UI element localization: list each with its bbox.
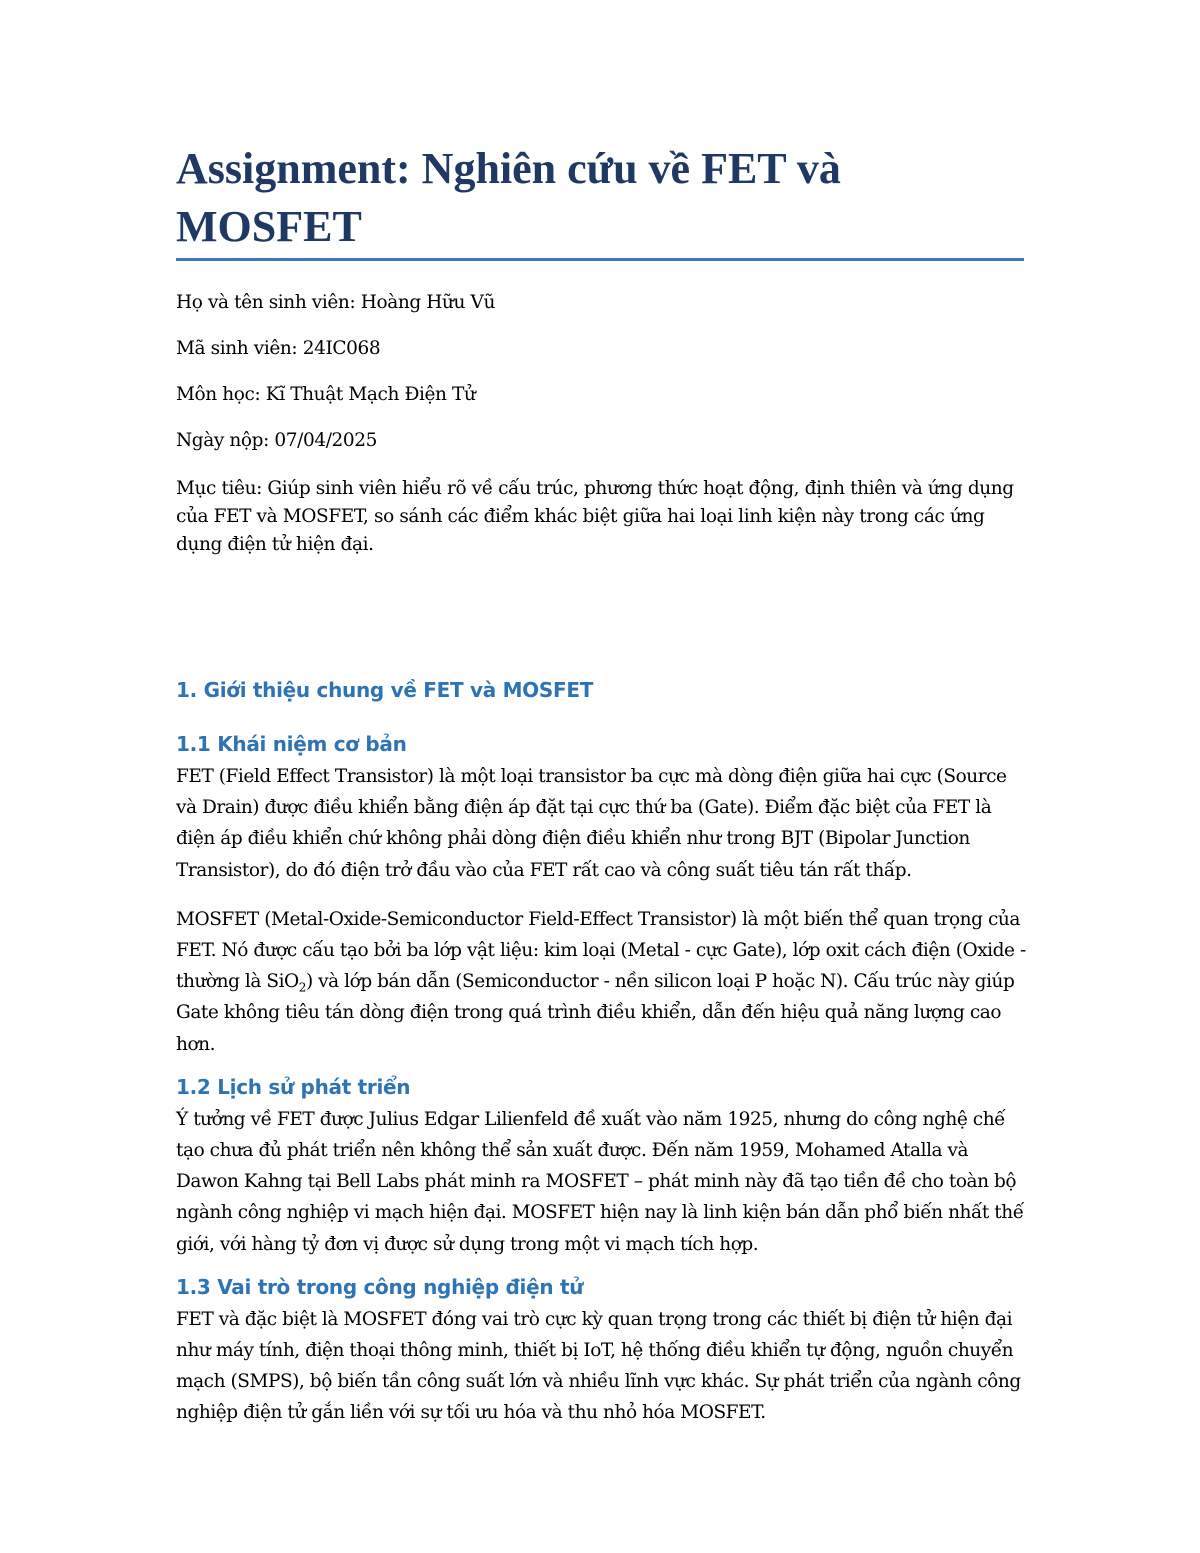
- student-name: Họ và tên sinh viên: Hoàng Hữu Vũ: [176, 292, 496, 313]
- submission-date: Ngày nộp: 07/04/2025: [176, 430, 378, 451]
- course-name: Môn học: Kĩ Thuật Mạch Điện Tử: [176, 384, 476, 405]
- objective-paragraph: Mục tiêu: Giúp sinh viên hiểu rõ về cấu trúc, phương thức hoạt động, định thiên và ứng dụng của FET và MOSFET, so sánh các điểm khác biệt giữa hai loại linh kiện này trong các ứng dụng điện tử hiện đại.: [176, 478, 1014, 555]
- student-id: Mã sinh viên: 24IC068: [176, 338, 381, 359]
- p2-text-a: MOSFET (Metal-Oxide-Semiconductor Field-Effect Transistor) là một biến thể quan trọng của FET. Nó được cấu tạo bởi ba lớp vật liệu: kim loại (Metal - cực Gate), lớp oxit cách điện (Oxide - thường là SiO: [176, 908, 1026, 993]
- section-1-2-heading: 1.2 Lịch sử phát triển: [176, 1074, 411, 1099]
- p2-text-b: ) và lớp bán dẫn (Semiconductor - nền silicon loại P hoặc N). Cấu trúc này giúp Gate không tiêu tán dòng điện trong quá trình điều khiển, dẫn đến hiệu quả năng lượng cao hơn.: [176, 971, 1015, 1055]
- section-1-3-paragraph: FET và đặc biệt là MOSFET đóng vai trò cực kỳ quan trọng trong các thiết bị điện tử hiện đại như máy tính, điện thoại thông minh, thiết bị IoT, hệ thống điều khiển tự động, nguồn chuyển mạch (SMPS), bộ biến tần công suất lớn và nhiều lĩnh vực khác. Sự phát triển của ngành công nghiệp điện tử gắn liền với sự tối ưu hóa và thu nhỏ hóa MOSFET.: [176, 1308, 1021, 1424]
- section-1-2-paragraph: Ý tưởng về FET được Julius Edgar Lilienfeld đề xuất vào năm 1925, nhưng do công nghệ chế tạo chưa đủ phát triển nên không thể sản xuất được. Đến năm 1959, Mohamed Atalla và Dawon Kahng tại Bell Labs phát minh ra MOSFET – phát minh này đã tạo tiền đề cho toàn bộ ngành công nghiệp vi mạch hiện đại. MOSFET hiện nay là linh kiện bán dẫn phổ biến nhất thế giới, với hàng tỷ đơn vị được sử dụng trong một vi mạch tích hợp.: [176, 1108, 1024, 1255]
- document-body: [176, 140, 1026, 1447]
- section-1-3-heading: 1.3 Vai trò trong công nghiệp điện tử: [176, 1274, 584, 1299]
- section-1-1-paragraph-1: FET (Field Effect Transistor) là một loại transistor ba cực mà dòng điện giữa hai cực (Source và Drain) được điều khiển bằng điện áp đặt tại cực thứ ba (Gate). Điểm đặc biệt của FET là điện áp điều khiển chứ không phải dòng điện điều khiển như trong BJT (Bipolar Junction Transistor), do đó điện trở đầu vào của FET rất cao và công suất tiêu tán rất thấp.: [176, 766, 1007, 881]
- section-1-1-paragraph-2: [176, 904, 1026, 1060]
- section-1-heading: 1. Giới thiệu chung về FET và MOSFET: [176, 678, 594, 702]
- title-underline: [176, 258, 1024, 261]
- section-1-1-heading: 1.1 Khái niệm cơ bản: [176, 732, 407, 756]
- document-title: Assignment: Nghiên cứu về FET và MOSFET: [176, 144, 841, 251]
- p2-subscript: 2: [298, 980, 306, 995]
